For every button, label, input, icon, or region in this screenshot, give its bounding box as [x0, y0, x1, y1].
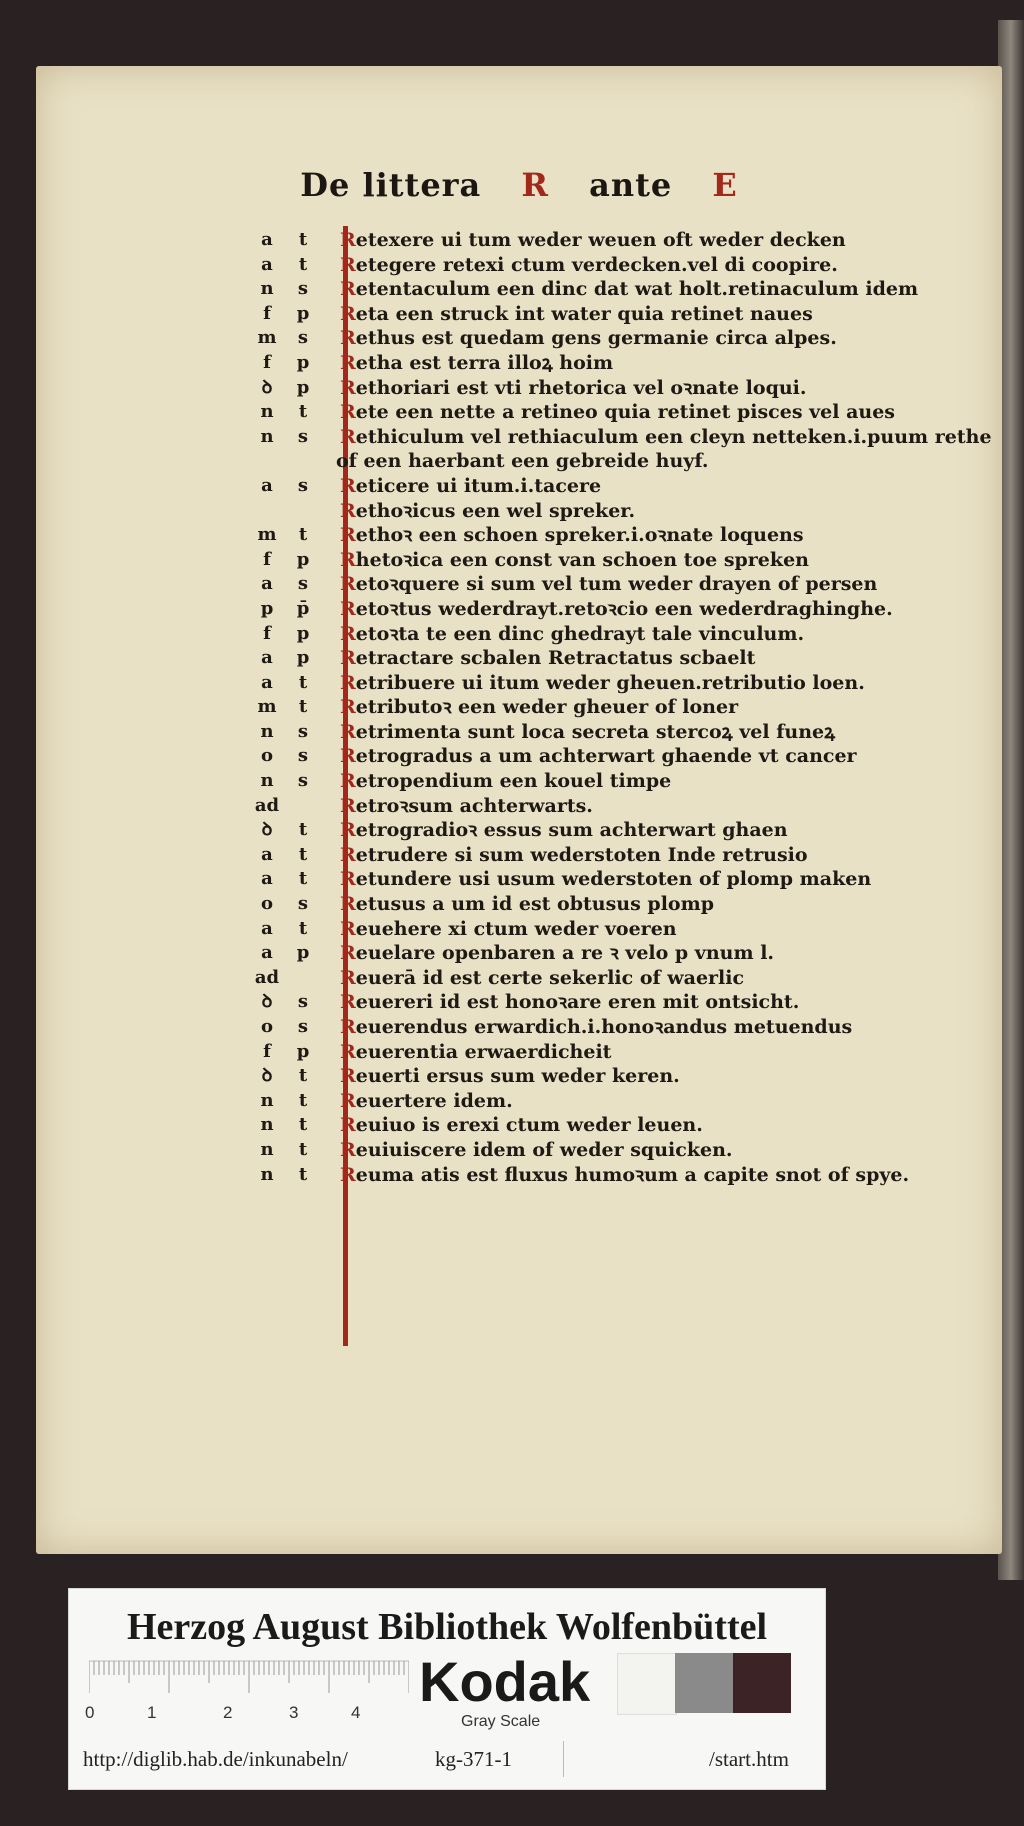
margin-mark-left: a: [261, 474, 273, 496]
margin-mark-right: p̄: [296, 597, 310, 619]
rubricated-initial: R: [340, 1089, 356, 1112]
entry-text: Reuelare openbaren a re ꝛ velo p vnum l.: [340, 942, 775, 965]
entry-text: Reta een struck int water quia retinet naues: [340, 302, 813, 325]
entry-text: Reticere ui itum.i.tacere: [340, 474, 602, 497]
entry-text: Retexere ui tum weder weuen oft weder decken: [340, 229, 846, 251]
margin-mark-right: t: [298, 819, 308, 841]
kodak-logo: Kodak: [419, 1650, 591, 1713]
entry-row: [36, 228, 1002, 253]
margin-mark-right: s: [297, 770, 309, 792]
heading-word: ante: [589, 166, 673, 204]
rubricated-initial: R: [340, 302, 356, 325]
entry-text: Rete een nette a retineo quia retinet pisces vel aues: [340, 401, 896, 424]
ruler-labels: [85, 1703, 409, 1723]
margin-mark-right: t: [298, 696, 308, 718]
entry-row: [36, 990, 1002, 1015]
entry-row: [36, 548, 1002, 573]
margin-mark-right: t: [298, 868, 308, 890]
margin-mark-left: o: [260, 745, 273, 767]
entry-text: Retributoꝛ een weder gheuer of loner: [340, 696, 739, 719]
entry-text: Retrogradioꝛ essus sum achterwart ghaen: [340, 819, 788, 842]
margin-mark-right: t: [298, 671, 308, 693]
margin-mark-right: t: [298, 1114, 308, 1136]
heading-word: De littera: [300, 166, 482, 204]
margin-mark-left: ad: [254, 794, 280, 816]
margin-mark-right: t: [298, 917, 308, 939]
entry-text: Reuehere xi ctum weder voeren: [340, 917, 677, 940]
entry-text: Retropendium een kouel timpe: [340, 770, 672, 793]
rubricated-initial: R: [340, 1016, 356, 1038]
entry-row: [36, 1089, 1002, 1114]
entry-row: [36, 351, 1002, 376]
margin-mark-left: a: [261, 229, 273, 250]
rubricated-initial: R: [340, 548, 356, 571]
entry-row: [36, 449, 1002, 474]
entry-row: [36, 253, 1002, 278]
entry-row: [36, 966, 1002, 991]
margin-mark-right: p: [296, 1040, 310, 1062]
margin-mark-right: s: [297, 745, 309, 767]
entry-text: Reuerā id est certe sekerlic of waerlic: [340, 966, 745, 989]
entry-row: [36, 597, 1002, 622]
rubricated-initial: R: [340, 229, 356, 251]
margin-mark-right: p: [296, 302, 310, 324]
entry-row: [36, 744, 1002, 769]
margin-mark-left: n: [260, 425, 274, 447]
margin-mark-left: a: [261, 647, 273, 669]
entry-text: Rethoriari est vti rhetorica vel oꝛnate loqui.: [340, 376, 807, 399]
entry-row: [36, 376, 1002, 401]
margin-mark-right: p: [296, 647, 310, 669]
entry-list: [36, 228, 1002, 1187]
swatch-dark: [733, 1653, 791, 1713]
margin-mark-right: s: [297, 720, 309, 742]
entry-text: Retundere usi usum wederstoten of plomp maken: [340, 868, 872, 891]
entry-row: [36, 1138, 1002, 1163]
margin-mark-left: f: [263, 1040, 271, 1062]
rubricated-initial: R: [340, 745, 356, 768]
entry-row: [36, 941, 1002, 966]
margin-mark-left: m: [257, 696, 277, 718]
margin-mark-right: t: [298, 1163, 308, 1185]
entry-text: Rethoꝛ een schoen spreker.i.oꝛnate loquens: [340, 524, 804, 547]
ruler-number: 4: [351, 1703, 361, 1722]
rubricated-initial: R: [340, 843, 356, 866]
margin-mark-right: p: [296, 622, 310, 644]
entry-text: of een haerbant een gebreide huyf.: [336, 450, 709, 473]
entry-text: Reuerendus erwardich.i.honoꝛandus metuendus: [340, 1016, 853, 1038]
entry-row: [36, 818, 1002, 843]
entry-text: Retrimenta sunt loca secreta stercoꝝ vel funeꝝ: [340, 720, 836, 743]
entry-text: Retribuere ui itum weder gheuen.retributio loen.: [340, 671, 865, 694]
margin-mark-right: s: [297, 327, 309, 349]
ruler: [89, 1659, 409, 1699]
entry-row: [36, 892, 1002, 917]
swatch-gray: [675, 1653, 733, 1713]
rubricated-initial: R: [340, 524, 356, 547]
rubricated-initial: R: [340, 917, 356, 940]
rubricated-initial: R: [340, 351, 356, 374]
margin-mark-left: ꝺ: [261, 991, 273, 1013]
entry-text: Retrogradus a um achterwart ghaende vt cancer: [340, 745, 857, 768]
margin-mark-right: s: [297, 474, 309, 496]
margin-mark-left: f: [263, 548, 271, 570]
entry-text: Rhetoꝛica een const van schoen toe spreken: [340, 548, 809, 571]
rubricated-initial: R: [340, 1163, 356, 1186]
start-page-url: /start.htm: [709, 1747, 789, 1771]
divider: [563, 1741, 564, 1777]
entry-row: [36, 671, 1002, 696]
entry-text: Reuertere idem.: [340, 1089, 513, 1112]
margin-mark-right: t: [298, 401, 308, 423]
margin-mark-right: p: [296, 548, 310, 570]
entry-row: [36, 794, 1002, 819]
entry-row: [36, 1040, 1002, 1065]
entry-row: [36, 1015, 1002, 1040]
margin-mark-left: m: [257, 524, 277, 546]
ruler-number: 3: [289, 1703, 299, 1722]
margin-mark-left: m: [257, 327, 277, 349]
margin-mark-left: f: [263, 351, 271, 373]
margin-mark-left: o: [260, 893, 273, 915]
margin-mark-left: n: [260, 1114, 274, 1136]
entry-text: Rethoꝛicus een wel spreker.: [340, 499, 636, 522]
entry-text: Reuerti ersus sum weder keren.: [340, 1065, 680, 1088]
margin-mark-right: t: [298, 1089, 308, 1111]
margin-mark-left: a: [261, 573, 273, 595]
margin-mark-right: s: [297, 991, 309, 1013]
entry-text: Reuma atis est fluxus humoꝛum a capite snot of spye.: [340, 1163, 910, 1186]
entry-row: [36, 326, 1002, 351]
entry-text: Reuiuiscere idem of weder squicken.: [340, 1138, 733, 1161]
entry-row: [36, 720, 1002, 745]
entry-row: [36, 572, 1002, 597]
rubricated-initial: R: [340, 966, 356, 989]
rubricated-initial: R: [340, 770, 356, 793]
entry-row: [36, 1064, 1002, 1089]
institution-name: Herzog August Bibliothek Wolfenbüttel: [126, 1606, 768, 1648]
margin-mark-left: n: [260, 770, 274, 792]
entry-row: [36, 769, 1002, 794]
entry-text: Reuereri id est honoꝛare eren mit ontsicht.: [340, 991, 800, 1014]
entry-text: Retrudere si sum wederstoten Inde retrusio: [340, 843, 808, 866]
entry-text: Reuiuo is erexi ctum weder leuen.: [340, 1114, 703, 1137]
margin-mark-left: a: [261, 671, 273, 693]
margin-mark-left: n: [260, 720, 274, 742]
heading-letter-e: E: [712, 166, 738, 204]
margin-mark-left: f: [263, 622, 271, 644]
margin-mark-right: t: [298, 524, 308, 546]
rubricated-initial: R: [340, 253, 356, 276]
margin-mark-right: s: [297, 278, 309, 300]
rubricated-initial: R: [340, 868, 356, 891]
digital-library-url: http://diglib.hab.de/inkunabeln/: [83, 1747, 348, 1771]
rubricated-initial: R: [340, 647, 356, 670]
rubricated-initial: R: [340, 401, 356, 424]
ruler-number: 0: [85, 1703, 95, 1722]
rubricated-initial: R: [340, 597, 356, 620]
margin-mark-right: s: [297, 893, 309, 915]
rubricated-initial: R: [340, 622, 356, 645]
entry-text: Rethiculum vel rethiaculum een cleyn netteken.i.puum rethe: [340, 425, 992, 448]
entry-text: Retentaculum een dinc dat wat holt.retinaculum idem: [340, 278, 919, 301]
margin-mark-left: p: [260, 597, 274, 619]
heading-letter-r: R: [521, 166, 549, 204]
margin-mark-left: ꝺ: [261, 376, 273, 398]
entry-text: Retractare scbalen Retractatus scbaelt: [340, 647, 756, 670]
entry-row: [36, 622, 1002, 647]
margin-mark-left: n: [260, 1163, 274, 1185]
entry-row: [36, 400, 1002, 425]
entry-row: [36, 499, 1002, 524]
ruler-number: 2: [223, 1703, 233, 1722]
rubricated-initial: R: [340, 1065, 356, 1088]
margin-mark-left: ꝺ: [261, 819, 273, 841]
entry-row: [36, 917, 1002, 942]
rubricated-initial: R: [340, 327, 356, 350]
entry-text: Retroꝛsum achterwarts.: [340, 794, 593, 817]
margin-mark-right: s: [297, 1016, 309, 1037]
entry-row: [36, 1113, 1002, 1138]
rubricated-initial: R: [340, 942, 356, 965]
gray-scale-label: Gray Scale: [461, 1713, 541, 1730]
entry-text: Retoꝛquere si sum vel tum weder drayen of persen: [340, 573, 878, 596]
rubricated-initial: R: [340, 1114, 356, 1137]
rubricated-initial: R: [340, 1040, 356, 1063]
rubricated-initial: R: [340, 425, 356, 448]
entry-row: [36, 277, 1002, 302]
entry-text: Reuerentia erwaerdicheit: [340, 1040, 612, 1063]
rubricated-initial: R: [340, 991, 356, 1014]
color-target-card: [68, 1588, 826, 1790]
entry-row: [36, 425, 1002, 450]
rubricated-initial: R: [340, 720, 356, 743]
margin-mark-left: n: [260, 401, 274, 423]
margin-mark-right: t: [298, 253, 308, 275]
entry-row: [36, 523, 1002, 548]
rubricated-initial: R: [340, 893, 356, 916]
entry-text: Rethus est quedam gens germanie circa alpes.: [340, 327, 837, 350]
rubricated-initial: R: [340, 671, 356, 694]
rubricated-initial: R: [340, 819, 356, 842]
margin-mark-left: f: [263, 302, 271, 324]
margin-mark-right: t: [298, 229, 308, 250]
margin-mark-left: ad: [254, 966, 280, 988]
margin-mark-right: p: [296, 351, 310, 373]
rubricated-initial: R: [340, 376, 356, 399]
entry-text: Retoꝛtus wederdrayt.retoꝛcio een wederdraghinghe.: [340, 597, 893, 620]
book-page: [36, 66, 1002, 1554]
entry-row: [36, 1163, 1002, 1188]
entry-row: [36, 302, 1002, 327]
margin-mark-left: a: [261, 942, 273, 964]
shelfmark: kg-371-1: [435, 1747, 512, 1771]
margin-mark-right: p: [296, 376, 310, 398]
margin-mark-left: o: [260, 1016, 273, 1037]
rubricated-initial: R: [340, 278, 356, 301]
margin-mark-right: t: [298, 1065, 308, 1087]
page-heading: [36, 166, 1002, 204]
entry-row: [36, 867, 1002, 892]
margin-mark-right: p: [296, 942, 310, 964]
entry-row: [36, 843, 1002, 868]
entry-text: Retoꝛta te een dinc ghedrayt tale vinculum.: [340, 622, 805, 645]
margin-mark-right: s: [297, 425, 309, 447]
margin-mark-left: n: [260, 1138, 274, 1160]
entry-text: Retusus a um id est obtusus plomp: [340, 893, 714, 916]
margin-mark-left: n: [260, 278, 274, 300]
rubricated-initial: R: [340, 1138, 356, 1161]
margin-mark-left: n: [260, 1089, 274, 1111]
margin-mark-left: a: [261, 253, 273, 275]
rubricated-initial: R: [340, 499, 356, 522]
entry-row: [36, 646, 1002, 671]
margin-mark-right: t: [298, 843, 308, 865]
margin-mark-right: s: [297, 573, 309, 595]
entry-text: Retha est terra illoꝝ hoim: [340, 351, 614, 374]
swatch-white: [617, 1653, 677, 1715]
entry-row: [36, 695, 1002, 720]
margin-mark-left: a: [261, 868, 273, 890]
margin-mark-left: ꝺ: [261, 1065, 273, 1087]
rubricated-initial: R: [340, 696, 356, 719]
margin-mark-left: a: [261, 917, 273, 939]
rubricated-initial: R: [340, 573, 356, 596]
margin-mark-right: t: [298, 1138, 308, 1160]
entry-row: [36, 474, 1002, 499]
rubricated-initial: R: [340, 794, 356, 817]
rubricated-initial: R: [340, 474, 356, 497]
ruler-number: 1: [147, 1703, 157, 1722]
margin-mark-left: a: [261, 843, 273, 865]
entry-text: Retegere retexi ctum verdecken.vel di coopire.: [340, 253, 838, 276]
